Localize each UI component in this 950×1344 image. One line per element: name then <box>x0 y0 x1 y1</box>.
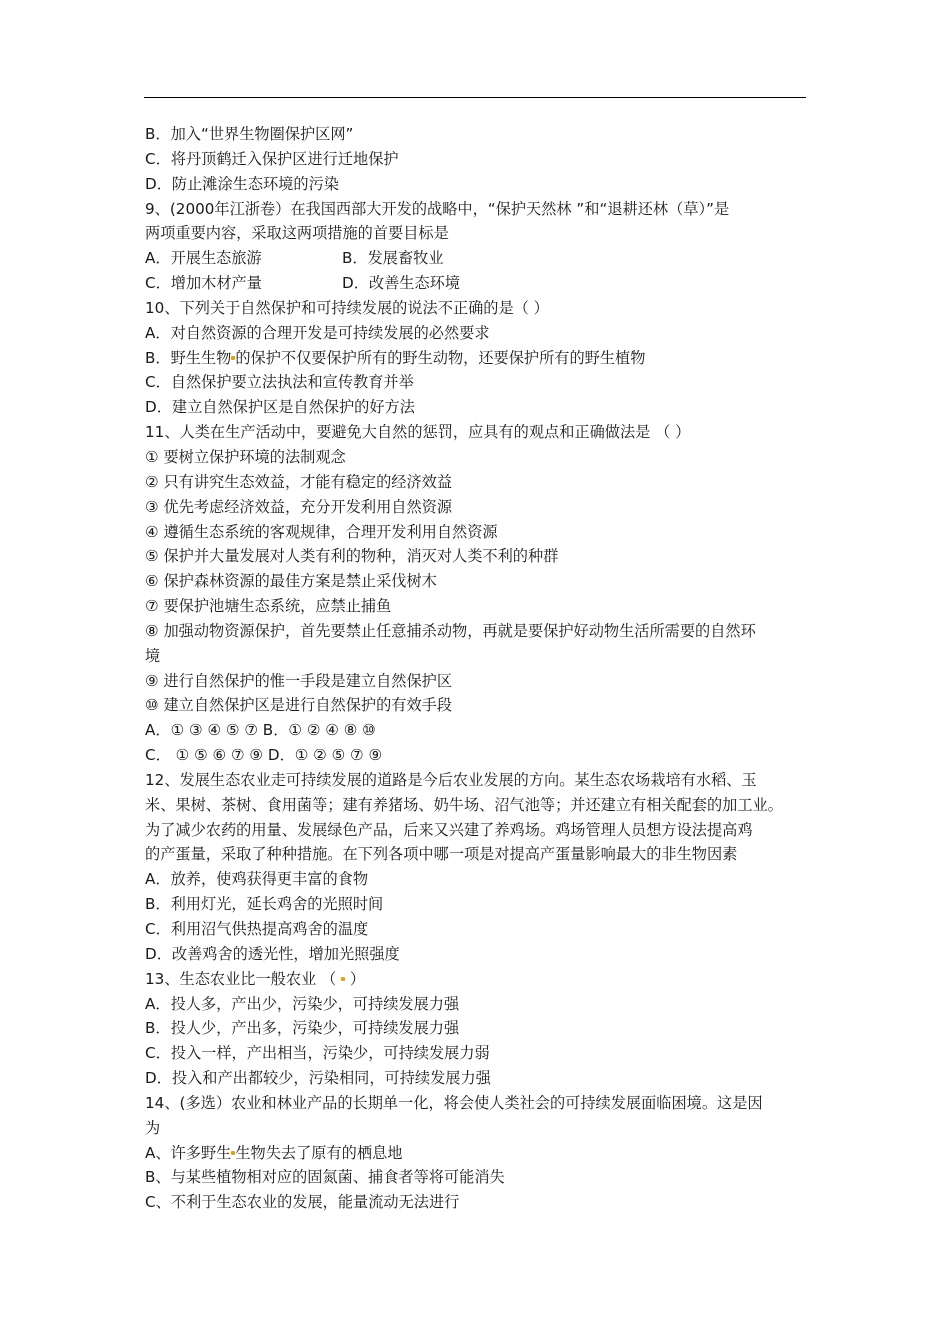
q11-stem: 11、人类在生产活动中，要避免大自然的惩罚，应具有的观点和正确做法是 （ ） <box>145 423 691 442</box>
q8-option-b: B．加入“世界生物圈保护区网” <box>145 125 354 143</box>
q11-statement-2: ② 只有讲究生态效益，才能有稳定的经济效益 <box>145 472 453 491</box>
document-body <box>145 122 807 1215</box>
q12-option-c: C．利用沼气供热提高鸡舍的温度 <box>145 920 369 938</box>
q13-option-c: C．投入一样，产出相当，污染少，可持续发展力弱 <box>145 1044 490 1063</box>
q11-statement-8-line2: 境 <box>145 646 161 665</box>
q12-stem-line1: 12、发展生态农业走可持续发展的道路是今后农业发展的方向。某生态农场栽培有水稻、玉 <box>145 770 757 789</box>
q11-statement-7: ⑦ 要保护池塘生态系统，应禁止捕鱼 <box>145 597 392 616</box>
q13-option-a: A．投人多，产出少，污染少，可持续发展力强 <box>145 994 460 1013</box>
q9-options-cd <box>145 271 807 296</box>
q13-option-d: D．投入和产出都较少，污染相同，可持续发展力强 <box>145 1069 491 1088</box>
q12-option-a: A．放养，使鸡获得更丰富的食物 <box>145 870 369 889</box>
q8-option-c: C．将丹顶鹤迁入保护区进行迁地保护 <box>145 149 399 168</box>
q10-option-b <box>145 346 807 371</box>
q13-stem <box>145 967 807 992</box>
q11-statement-5: ⑤ 保护并大量发展对人类有利的物种，消灭对人类不利的种群 <box>145 547 559 566</box>
q13-stem-pre: 13、生态农业比一般农业 （ <box>145 969 342 988</box>
q10-option-a: A．对自然资源的合理开发是可持续发展的必然要求 <box>145 323 490 342</box>
q12-stem-line4: 的产蛋量，采取了种种措施。在下列各项中哪一项是对提高产蛋量影响最大的非生物因素 <box>145 845 738 864</box>
q10-option-c: C．自然保护要立法执法和宣传教育并举 <box>145 373 414 392</box>
q14-option-a-post: 生物失去了原有的栖息地 <box>235 1143 403 1162</box>
q10-option-b-post: 的保护不仅要保护所有的野生动物，还要保护所有的野生植物 <box>235 348 646 367</box>
q11-options-cd: C． ① ⑤ ⑥ ⑦ ⑨ D．① ② ⑤ ⑦ ⑨ <box>145 746 383 765</box>
q14-option-a <box>145 1141 807 1166</box>
q11-statement-3: ③ 优先考虑经济效益，充分开发利用自然资源 <box>145 497 453 516</box>
q9-option-b: B．发展畜牧业 <box>342 249 444 268</box>
q12-stem-line2: 米、果树、茶树、食用菌等；建有养猪场、奶牛场、沼气池等；并还建立有相关配套的加工业。 <box>145 795 783 814</box>
q9-stem-line1: 9、(2000年江浙卷）在我国西部大开发的战略中，“保护天然林 ”和“退耕还林（草）”是 <box>145 199 730 218</box>
q11-statement-1: ① 要树立保护环境的法制观念 <box>145 447 346 466</box>
q12-option-d: D．改善鸡舍的透光性，增加光照强度 <box>145 944 400 963</box>
q13-stem-post: ） <box>345 969 366 988</box>
q12-stem-line3: 为了减少农药的用量、发展绿色产品，后来又兴建了养鸡场。鸡场管理人员想方设法提高鸡 <box>145 820 753 839</box>
q9-options-ab <box>145 246 807 271</box>
q14-option-c: C、不利于生态农业的发展，能量流动无法进行 <box>145 1193 460 1212</box>
q10-option-d: D．建立自然保护区是自然保护的好方法 <box>145 398 415 417</box>
header-rule <box>144 97 806 98</box>
q11-statement-4: ④ 遵循生态系统的客观规律，合理开发利用自然资源 <box>145 522 498 541</box>
q9-option-c: C．增加木材产量 <box>145 274 262 293</box>
q14-option-a-pre: A、许多野生 <box>145 1143 232 1162</box>
q14-stem-line1: 14、(多选）农业和林业产品的长期单一化，将会使人类社会的可持续发展面临困境。这是因 <box>145 1093 763 1112</box>
q9-stem-line2: 两项重要内容，采取这两项措施的首要目标是 <box>145 224 449 243</box>
q11-statement-9: ⑨ 进行自然保护的惟一手段是建立自然保护区 <box>145 671 453 690</box>
q11-statement-8-line1: ⑧ 加强动物资源保护，首先要禁止任意捕杀动物，再就是要保护好动物生活所需要的自然环 <box>145 621 756 640</box>
q11-options-ab: A．① ③ ④ ⑤ ⑦ B．① ② ④ ⑧ ⑩ <box>145 721 376 740</box>
q10-option-b-pre: B．野生生物 <box>145 348 232 367</box>
q12-option-b: B．利用灯光，延长鸡舍的光照时间 <box>145 895 384 914</box>
q13-option-b: B．投人少，产出多，污染少，可持续发展力强 <box>145 1019 460 1038</box>
q14-option-b: B、与某些植物相对应的固氮菌、捕食者等将可能消失 <box>145 1168 505 1187</box>
q14-stem-line2: 为 <box>145 1118 161 1137</box>
q9-option-a: A．开展生态旅游 <box>145 249 262 268</box>
q11-statement-6: ⑥ 保护森林资源的最佳方案是禁止采伐树木 <box>145 572 437 591</box>
q9-option-d: D．改善生态环境 <box>342 274 461 293</box>
q10-stem: 10、下列关于自然保护和可持续发展的说法不正确的是（ ） <box>145 298 549 317</box>
q8-option-d: D．防止滩涂生态环境的污染 <box>145 174 339 193</box>
q11-statement-10: ⑩ 建立自然保护区是进行自然保护的有效手段 <box>145 696 453 715</box>
